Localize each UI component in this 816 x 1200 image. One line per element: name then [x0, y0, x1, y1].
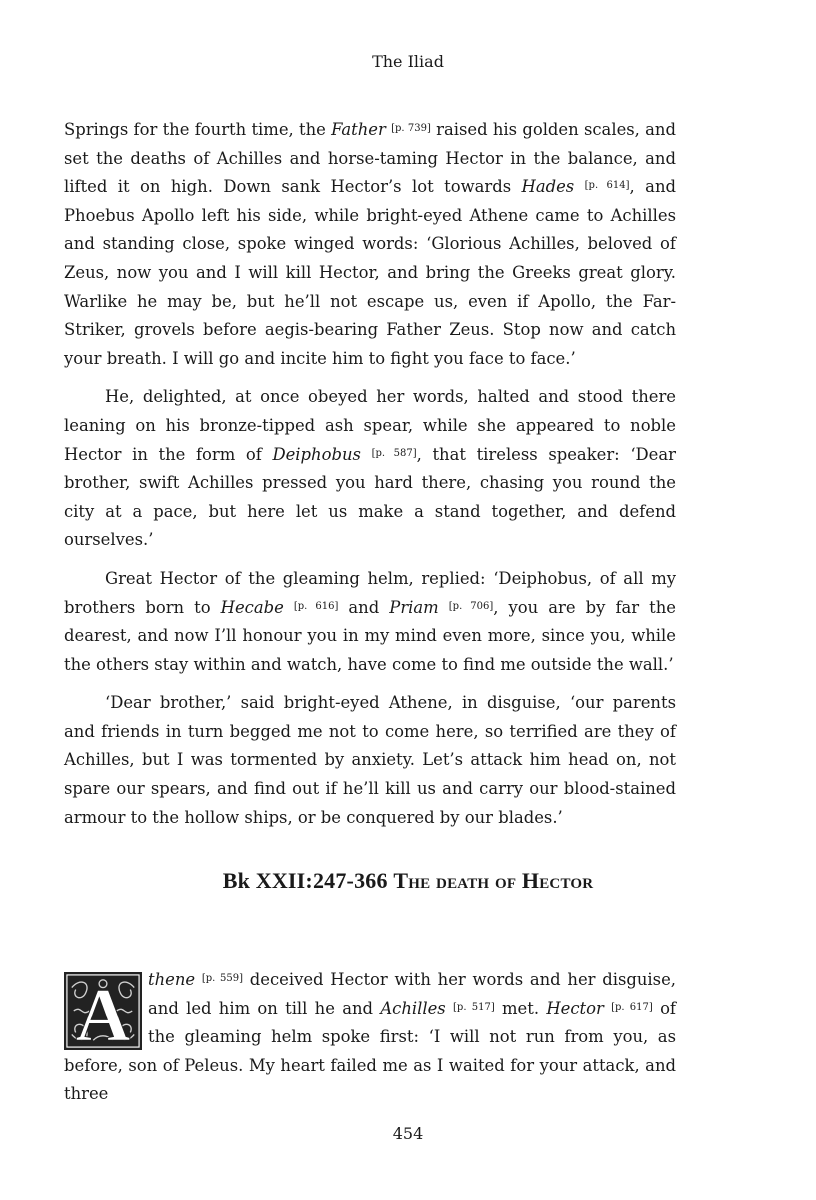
page-ref: [p. 616]: [293, 600, 339, 612]
section-heading: [0, 868, 816, 894]
section-title: The death of Hector: [393, 868, 594, 893]
page-ref: [p. 617]: [611, 1001, 653, 1013]
running-head: The Iliad: [372, 52, 444, 71]
drop-cap-letter: A: [75, 973, 131, 1050]
paragraph-2: [64, 383, 676, 555]
text-run: of the gleaming helm spoke first: ‘I will not run from you, as before, son of Peleus. My heart failed me as I waited for your attack, and three: [64, 998, 677, 1104]
link-hades[interactable]: Hades: [521, 177, 575, 197]
chapter-text: [64, 966, 676, 1109]
text-run: deceived Hector with her words and her disguise, and led him on till he and: [148, 970, 676, 1018]
page-ref: [p. 739]: [391, 123, 431, 134]
page-ref: [p. 614]: [584, 180, 630, 192]
drop-cap-icon: [64, 972, 142, 1050]
section-number: Bk XXII:247-366: [222, 868, 394, 893]
link-hector[interactable]: Hector: [546, 998, 604, 1018]
text-run: , and Phoebus Apollo left his side, while bright-eyed Athene came to Achilles and standing close, spoke winged words: ‘Glorious Achilles, beloved of Zeus, now you and I will kill Hector, and bring the Greeks great glory. Warlike he may be, but he’ll not escape us, even if Apollo, the Far-Striker, grovels before aegis-bearing Father Zeus. Stop now and catch your breath. I will go and incite him to fight you face to face.’: [64, 177, 676, 368]
paragraph-1: [64, 116, 676, 373]
page-ref: [p. 587]: [371, 447, 417, 459]
text-run: and: [338, 597, 390, 617]
body-text: [64, 116, 676, 842]
paragraph-3: [64, 565, 676, 679]
text-run: ‘Dear brother,’ said bright-eyed Athene, in disguise, ‘our parents and friends in turn begged me not to come here, so terrified are they of Achilles, but I was tormented by anxiety. Let’s attack him head on, not spare our spears, and find out if he’ll kill us and carry our blood-stained armour to the hollow ships, or be conquered by our blades.’: [64, 693, 676, 827]
page-ref: [p. 517]: [453, 1001, 495, 1013]
link-achilles[interactable]: Achilles: [380, 998, 446, 1018]
paragraph-5: [64, 966, 676, 1109]
link-priam[interactable]: Priam: [389, 597, 439, 617]
text-run: He, delighted, at once obeyed her words, halted and stood there leaning on his bronze-tipped ash spear, while she appeared to noble Hector in the form of: [64, 387, 676, 464]
text-run: raised his golden scales, and set the deaths of Achilles and horse-taming Hector in the balance, and lifted it on high. Down sank Hector’s lot towards: [64, 120, 676, 197]
paragraph-4: [64, 689, 676, 832]
text-run: Great Hector of the gleaming helm, replied: ‘Deiphobus, of all my brothers born to: [64, 568, 676, 617]
link-hecabe[interactable]: Hecabe: [220, 597, 284, 617]
page-ref: [p. 706]: [448, 600, 494, 612]
page-number: 454: [392, 1124, 424, 1143]
text-run: , that tireless speaker: ‘Dear brother, swift Achilles pressed you hard there, chasing you round the city at a pace, but here let us make a stand together, and defend ourselves.’: [64, 444, 676, 550]
text-run: Springs for the fourth time, the: [64, 120, 332, 139]
text-run: met.: [494, 998, 547, 1018]
link-father[interactable]: Father: [331, 120, 386, 139]
page-ref: [p. 559]: [201, 973, 244, 984]
link-deiphobus[interactable]: Deiphobus: [272, 444, 361, 464]
link-athene[interactable]: thene: [148, 970, 196, 989]
text-run: , you are by far the dearest, and now I’ll honour you in my mind even more, since you, while the others stay within and watch, have come to find me outside the wall.’: [64, 597, 677, 674]
